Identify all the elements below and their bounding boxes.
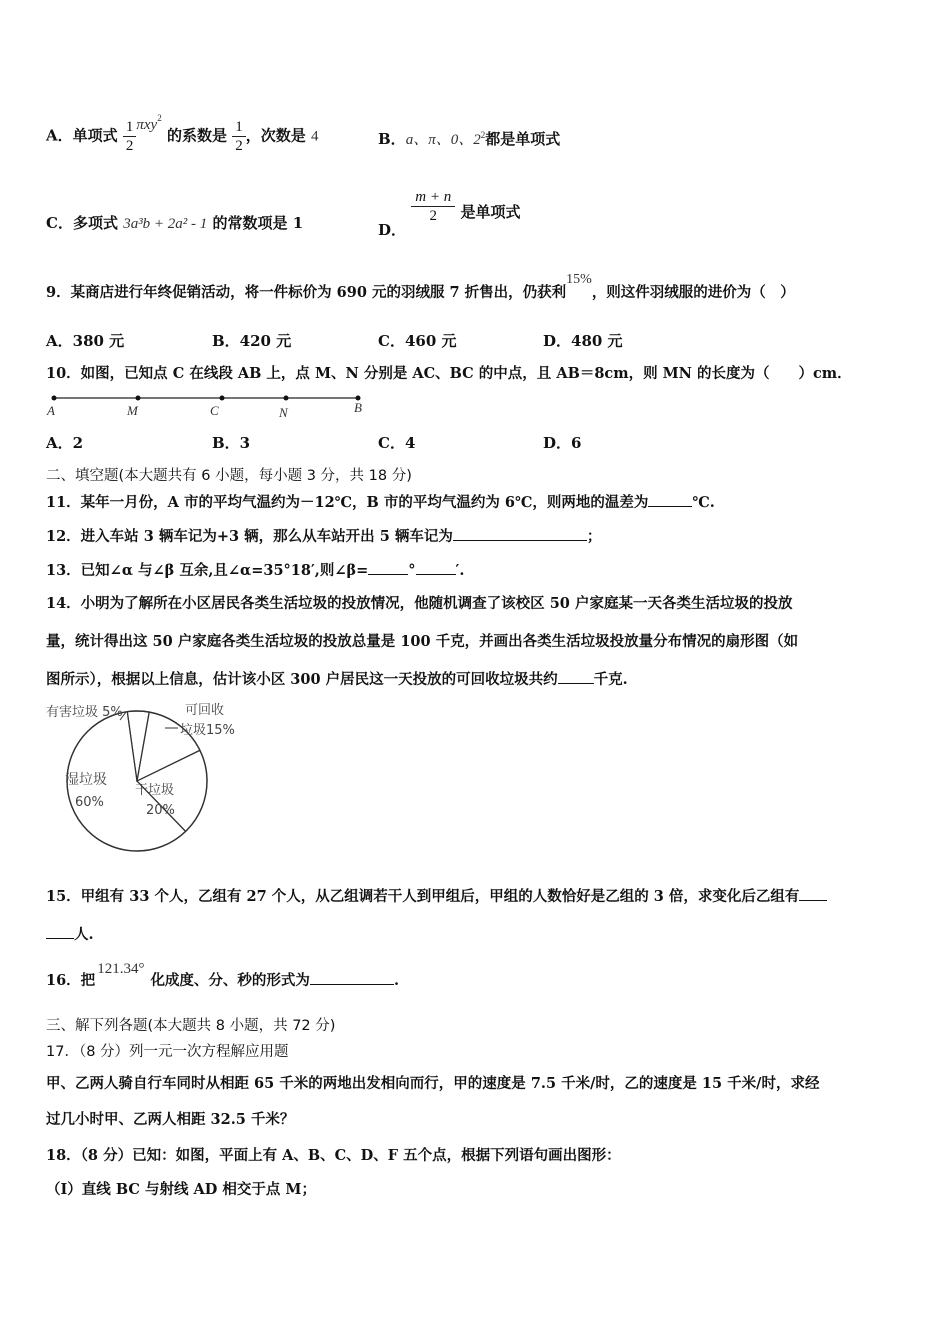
point-label: B	[354, 400, 362, 415]
q17-line: 过几小时甲、乙两人相距 32.5 千米？	[46, 1111, 295, 1128]
q10-option: B．3	[212, 434, 251, 452]
line-segment-diagram	[44, 390, 374, 422]
q10-stem: 10．如图，已知点 C 在线段 AB 上，点 M、N 分别是 AC、BC 的中点，且 AB＝8cm，则 MN 的长度为（ ）cm．	[46, 365, 852, 382]
q15-line: 人.	[46, 924, 94, 945]
q10-option: A．2	[46, 434, 84, 452]
point-label: A	[47, 403, 55, 418]
section-2-heading: 二、填空题(本大题共有 6 小题，每小题 3 分，共 18 分)	[46, 468, 412, 484]
section-3-heading: 三、解下列各题(本大题共 8 小题，共 72 分)	[46, 1018, 336, 1034]
pie-chart	[40, 698, 260, 858]
q14-line: 图所示），根据以上信息，估计该小区 300 户居民这一天投放的可回收垃圾共约 千克.	[46, 671, 628, 688]
q14-line: 14．小明为了解所在小区居民各类生活垃圾的投放情况，他随机调查了该校区 50 户家庭某一天各类生活垃圾的投放	[46, 595, 793, 612]
q10-option: D．6	[543, 434, 582, 452]
label-recycle-2: 垃圾15%	[180, 723, 235, 738]
q8-option-a: A．单项式 $\frac{1}{2}$ πxy$^2$ 的系数是 $\frac{1}{2}$ ，次数是 4	[46, 112, 319, 154]
label-wet-pct: 60%	[75, 795, 104, 810]
point-label: M	[127, 403, 138, 418]
q11: 11．某年一月份，A 市的平均气温约为－12℃，B 市的平均气温约为 6℃，则两地的温差为 ℃.	[46, 494, 715, 511]
q18-heading: 18．（8 分）已知：如图，平面上有 A、B、C、D、F 五个点，根据下列语句画出图形：	[46, 1147, 621, 1164]
q8-option-b: B．a、π、0、$2^2$都是单项式	[378, 130, 561, 148]
q12: 12．进入车站 3 辆车记为+3 辆，那么从车站开出 5 辆车记为 ；	[46, 528, 602, 545]
q9-option: A．380 元	[46, 332, 125, 350]
q8-option-c: C．多项式 3a³b + 2a² - 1 的常数项是 1	[46, 214, 304, 232]
q13: 13．已知∠α 与∠β 互余,且∠α=35°18′,则∠β= ° ′.	[46, 562, 465, 579]
q16: 16．把121.34°化成度、分、秒的形式为 .	[46, 961, 399, 989]
q9-option: D．480 元	[543, 332, 623, 350]
q8-option-d: D． $\frac{m + n}{2}$ 是单项式	[378, 189, 521, 239]
q18-item-1: （Ⅰ）直线 BC 与射线 AD 相交于点 M；	[46, 1181, 316, 1198]
point-n	[284, 396, 289, 401]
q17-heading: 17．（8 分）列一元一次方程解应用题	[46, 1044, 289, 1060]
q15-line: 15．甲组有 33 个人，乙组有 27 个人，从乙组调若干人到甲组后，甲组的人数恰好是乙组的 3 倍，求变化后乙组有	[46, 886, 827, 907]
q9-stem: 9．某商店进行年终促销活动，将一件标价为 690 元的羽绒服 7 折售出，仍获利15%，则这件羽绒服的进价为（ ）	[46, 272, 795, 301]
fraction: $\frac{1}{2}$	[123, 118, 137, 155]
q17-line: 甲、乙两人骑自行车同时从相距 65 千米的两地出发相向而行，甲的速度是 7.5 千米/时，乙的速度是 15 千米/时，求经	[46, 1075, 820, 1092]
label-harmful: 有害垃圾 5%	[46, 705, 123, 720]
q10-option: C．4	[378, 434, 416, 452]
pie-slice-harmful	[127, 711, 149, 781]
label-dry: 干垃圾	[135, 783, 175, 798]
q9-option: C．460 元	[378, 332, 457, 350]
point-c	[220, 396, 225, 401]
point-label: C	[210, 403, 219, 418]
point-m	[136, 396, 141, 401]
label-wet: 湿垃圾	[65, 772, 107, 788]
label-recycle: 可回收	[185, 703, 225, 718]
coefficient-fraction: $\frac{1}{2}$	[232, 118, 246, 155]
mn-fraction: $\frac{m + n}{2}$	[411, 188, 455, 225]
label-dry-pct: 20%	[146, 803, 175, 818]
point-a	[52, 396, 57, 401]
point-label: N	[279, 405, 288, 420]
q9-option: B．420 元	[212, 332, 292, 350]
q14-line: 量，统计得出这 50 户家庭各类生活垃圾的投放总量是 100 千克，并画出各类生活垃圾投放量分布情况的扇形图（如	[46, 633, 799, 650]
